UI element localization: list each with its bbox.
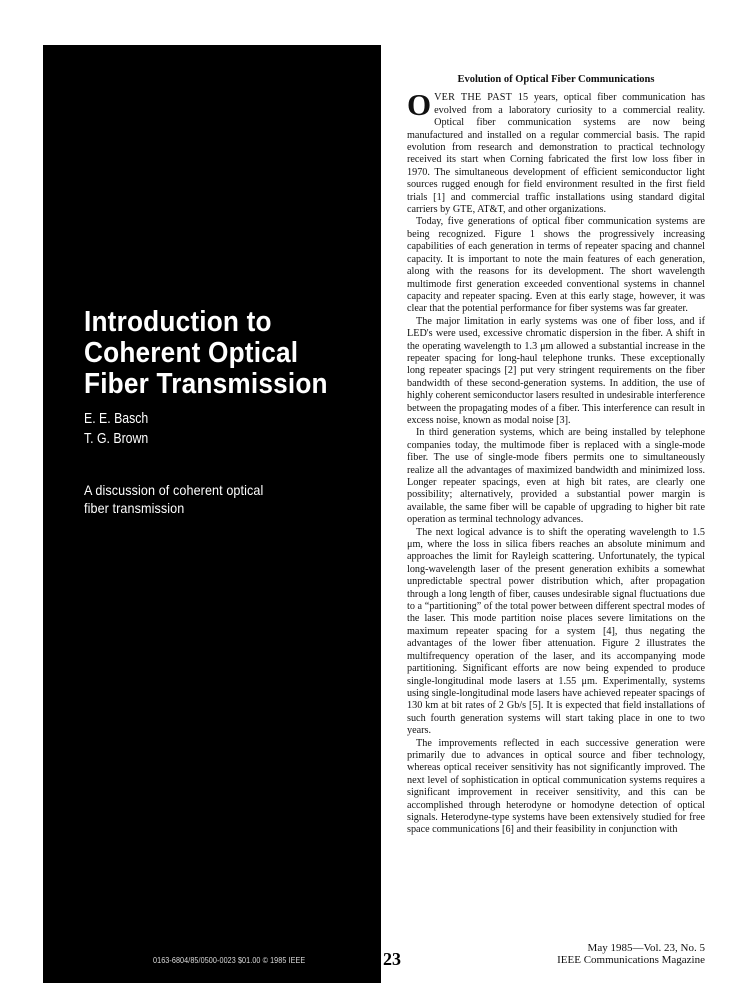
- journal-footer: [557, 942, 705, 966]
- title-line: Introduction to: [84, 306, 272, 338]
- title-line: Fiber Transmission: [84, 368, 328, 400]
- lead-caps: VER THE PAST: [434, 92, 513, 104]
- article-abstract: [84, 481, 263, 517]
- paragraph: The next logical advance is to shift the operating wavelength to 1.5 μm, where the loss in silica fibers reaches an absolute minimum and approaches the limit for Rayleigh scattering. Unfortunately, the typical long-wavelength laser of the present generation exhibits a somewhat unpredictable spectral power distribution which, after propagation through a long length of fiber, causes undesirable signal fluctuations due to a “partitioning” of the total power between different spectral modes of the laser. This mode partition noise places severe limitations on the maximum repeater spacing for a system [4], thus negating the advantages of the lower fiber attenuation. Figure 2 illustrates the multifrequency operation of the laser, and its accompanying mode partitioning. Significant efforts are now being expended to produce single-longitudinal mode lasers at 1.55 μm. Experimentally, systems using single-longitudinal mode lasers have achieved repeater spacings of 130 km at bit rates of 2 Gb/s [5]. It is expected that field installations of such fourth generation systems will start taking place in one to two years.: [407, 526, 705, 737]
- drop-cap: O: [407, 87, 432, 123]
- paragraph: The improvements reflected in each successive generation were primarily due to advances in optical source and fiber technology, whereas optical receiver sensitivity has not significantly improved. The next level of sophistication in optical communication systems requires a significant improvement in receiver sensitivity, and this can be accomplished through heterodyne or homodyne detection of optical signals. Heterodyne-type systems have been extensively studied for free space communications [6] and their feasibility in conjunction with: [407, 737, 705, 836]
- title-panel: [43, 45, 381, 983]
- author-name: T. G. Brown: [84, 430, 149, 447]
- copyright-notice: 0163-6804/85/0500-0023 $01.00 © 1985 IEEE: [153, 956, 306, 965]
- title-line: Coherent Optical: [84, 337, 299, 369]
- issue-info: May 1985—Vol. 23, No. 5: [587, 942, 705, 954]
- article-title: [84, 307, 360, 400]
- page-number: 23: [383, 949, 401, 969]
- paragraph: Today, five generations of optical fiber communication systems are being recognized. Figure 1 shows the progressively increasing capabilities of each generation in terms of repeater spacing and channel capacity. It is important to note the main features of each generation, along with the reasons for its development. The short wavelength multimode first generation exceeded conventional systems in channel capacity and repeater spacing. Even at this early stage, however, it was clear that the potential performance for fiber systems was far greater.: [407, 216, 705, 315]
- author-list: [84, 409, 148, 449]
- journal-name: IEEE Communications Magazine: [557, 954, 705, 966]
- section-heading: Evolution of Optical Fiber Communications: [457, 74, 655, 85]
- abstract-line: fiber transmission: [84, 500, 185, 516]
- article-body: [407, 74, 705, 837]
- author-name: E. E. Basch: [84, 410, 149, 427]
- abstract-line: A discussion of coherent optical: [84, 482, 264, 498]
- paragraph-text: 15 years, optical fiber communication has evolved from a laboratory curiosity to a commercial reality. Optical fiber communication systems are now being manufactured and installed on a regular commercial basis. The rapid evolution from research and demonstration to practical technology received its start when Corning fabricated the first low loss fiber in 1970. The simultaneous development of efficient semiconductor light sources rugged enough for field environment resulted in the first field trials [1] and commercial traffic installations using standard digital carriers by GTE, AT&T, and other organizations.: [407, 92, 705, 216]
- paragraph: [407, 87, 705, 216]
- paragraph: The major limitation in early systems was one of fiber loss, and if LED's were used, excessive chromatic dispersion in the fiber. A shift in the operating wavelength to 1.3 μm allowed a substantial increase in the repeater spacing for long-haul telephone trunks. These exceptionally long repeater spacings [2] put very stringent requirements on the fiber bandwidth of these second-generation systems. In addition, the use of highly coherent semiconductor lasers resulted in undesirable interference between the propagating modes of a fiber. This interference can result in excess noise, known as modal noise [3].: [407, 315, 705, 426]
- paragraph: In third generation systems, which are being installed by telephone companies today, the multimode fiber is replaced with a single-mode fiber. The use of single-mode fibers permits one to simultaneously realize all the advantages of maximized bandwidth and minimized loss. Longer repeater spacings, even at high bit rates, are clearly one possibility; alternatively, provided a substantial power margin is available, the same fiber will be capable of upgrading to higher bit rate operation as terminal technology advances.: [407, 427, 705, 526]
